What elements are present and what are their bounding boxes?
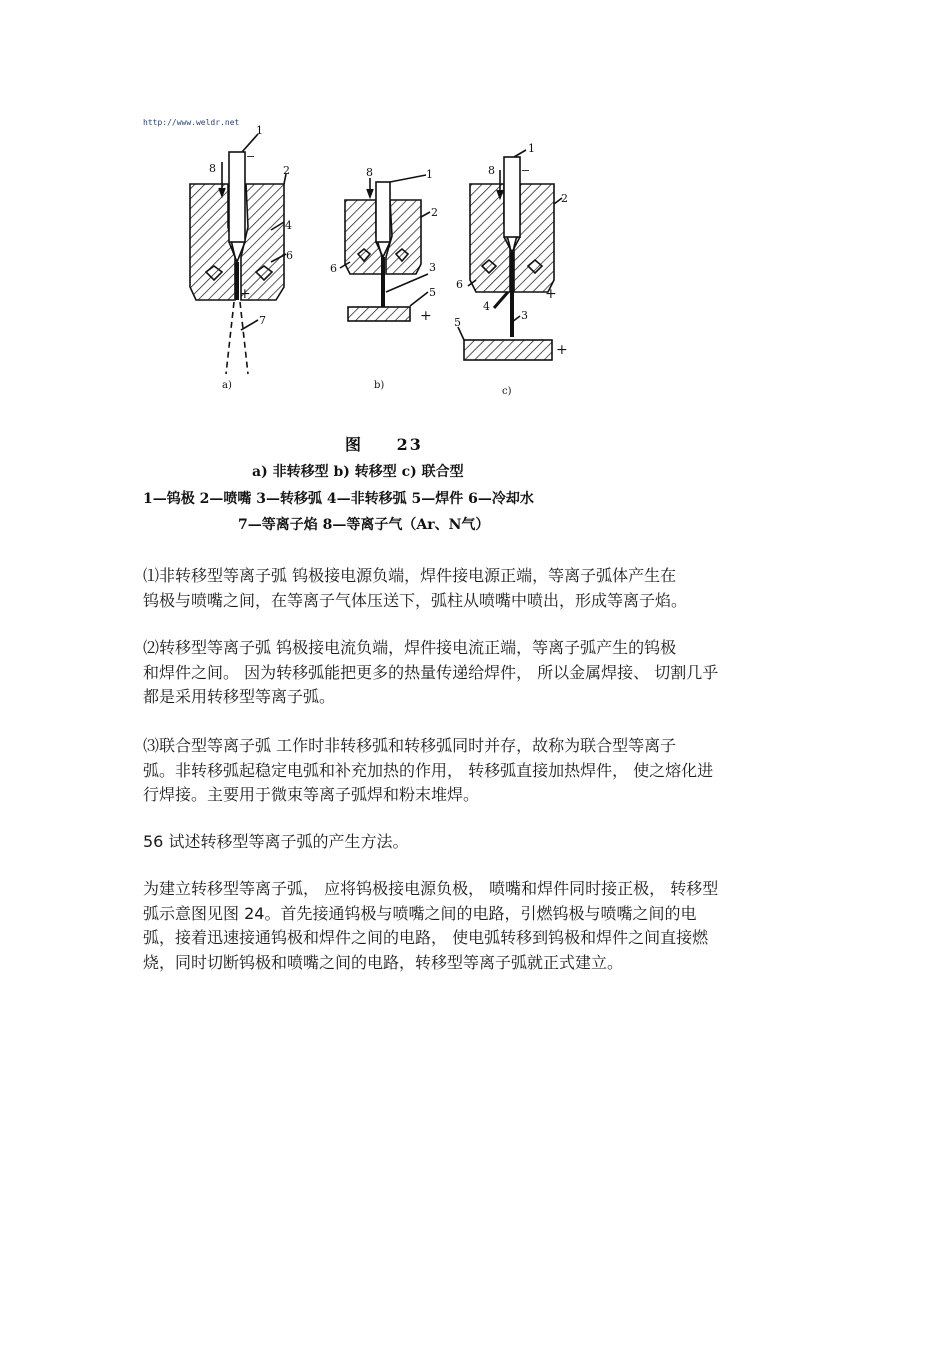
callout-2c: 2 — [561, 192, 568, 205]
paragraph-line: 弧，接着迅速接通钨极和焊件之间的电路， 使电弧转移到钨极和焊件之间直接燃 — [143, 928, 709, 947]
callout-2b: 2 — [431, 206, 438, 219]
sign-plus-a: + — [239, 286, 251, 302]
panel-c-electrode — [504, 157, 520, 237]
paragraph-transferred-arc — [143, 636, 813, 710]
callout-1b: 1 — [426, 168, 433, 181]
callout-8b: 8 — [366, 166, 373, 179]
panel-b-electrode — [376, 182, 390, 242]
paragraph-line: 烧，同时切断钨极和喷嘴之间的电路，转移型等离子弧就正式建立。 — [143, 952, 624, 972]
paragraph-line: 和焊件之间。 因为转移弧能把更多的热量传递给焊件， 所以金属焊接、 切割几乎 — [143, 662, 719, 682]
panel-a-electrode — [229, 152, 245, 242]
callout-5c: 5 — [454, 316, 461, 329]
figure-legend-line2: 7—等离子焰 8—等离子气（Ar、N气） — [238, 517, 490, 533]
callout-4a: 4 — [285, 219, 292, 232]
sign-plus-b: + — [420, 308, 432, 324]
paragraph-line: ⑴非转移型等离子弧 钨极接电源负端，焊件接电源正端，等离子弧体产生在 — [143, 566, 677, 585]
callout-3b: 3 — [429, 261, 436, 274]
panel-a-nozzle — [190, 134, 286, 374]
watermark-url: http://www.weldr.net — [143, 118, 240, 127]
callout-1a: 1 — [256, 124, 263, 137]
figure-title — [345, 432, 423, 455]
panel-label-b: b) — [374, 380, 385, 391]
callout-7a: 7 — [259, 314, 266, 327]
paragraph-line: ⑶联合型等离子弧 工作时非转移弧和转移弧同时并存，故称为联合型等离子 — [143, 736, 677, 755]
figure-title-number: 23 — [396, 435, 423, 454]
sign-minus-a: − — [246, 150, 256, 163]
panel-b-nozzle — [340, 175, 430, 321]
paragraph-line: 弧。非转移弧起稳定电弧和补充加热的作用， 转移弧直接加热焊件， 使之熔化进 — [143, 760, 714, 780]
paragraph-line: 为建立转移型等离子弧， 应将钨极接电源负极， 喷嘴和焊件同时接正极， 转移型 — [143, 879, 719, 898]
figure-types-caption: a) 非转移型 b) 转移型 c) 联合型 — [252, 464, 464, 480]
paragraph-answer-56 — [143, 877, 813, 975]
paragraph-combined-arc — [143, 734, 813, 808]
panel-label-c: c) — [502, 386, 512, 397]
paragraph-line: 行焊接。主要用于微束等离子弧焊和粉末堆焊。 — [143, 785, 480, 804]
callout-6a: 6 — [286, 249, 293, 262]
question-56 — [143, 830, 813, 855]
panel-label-a: a) — [222, 380, 232, 391]
callout-5b: 5 — [429, 286, 436, 299]
paragraph-line: 都是采用转移型等离子弧。 — [143, 687, 336, 706]
callout-1c: 1 — [528, 142, 535, 155]
paragraph-non-transferred-arc — [143, 564, 813, 613]
paragraph-line: 弧示意图见图 24。首先接通钨极与喷嘴之间的电路，引燃钨极与喷嘴之间的电 — [143, 903, 697, 923]
figure-legend-line1: 1—钨极 2—喷嘴 3—转移弧 4—非转移弧 5—焊件 6—冷却水 — [143, 491, 534, 507]
sign-minus-c: − — [521, 164, 531, 177]
paragraph-line: 钨极与喷嘴之间，在等离子气体压送下，弧柱从喷嘴中喷出，形成等离子焰。 — [143, 590, 688, 610]
plasma-arc-diagram — [138, 112, 628, 412]
sign-plus-c1: + — [545, 286, 557, 302]
callout-6b: 6 — [330, 262, 337, 275]
callout-2a: 2 — [283, 164, 290, 177]
callout-6c: 6 — [456, 278, 463, 291]
sign-plus-c2: + — [556, 342, 568, 358]
figure-title-prefix: 图 — [345, 435, 364, 454]
panel-c-nozzle — [458, 150, 562, 360]
callout-8a: 8 — [209, 162, 216, 175]
callout-8c: 8 — [488, 164, 495, 177]
callout-4c: 4 — [483, 300, 490, 313]
plasma-arc-figure — [138, 112, 628, 412]
question-line: 56 试述转移型等离子弧的产生方法。 — [143, 832, 409, 851]
paragraph-line: ⑵转移型等离子弧 钨极接电流负端，焊件接电流正端，等离子弧产生的钨极 — [143, 638, 677, 657]
callout-3c: 3 — [521, 309, 528, 322]
